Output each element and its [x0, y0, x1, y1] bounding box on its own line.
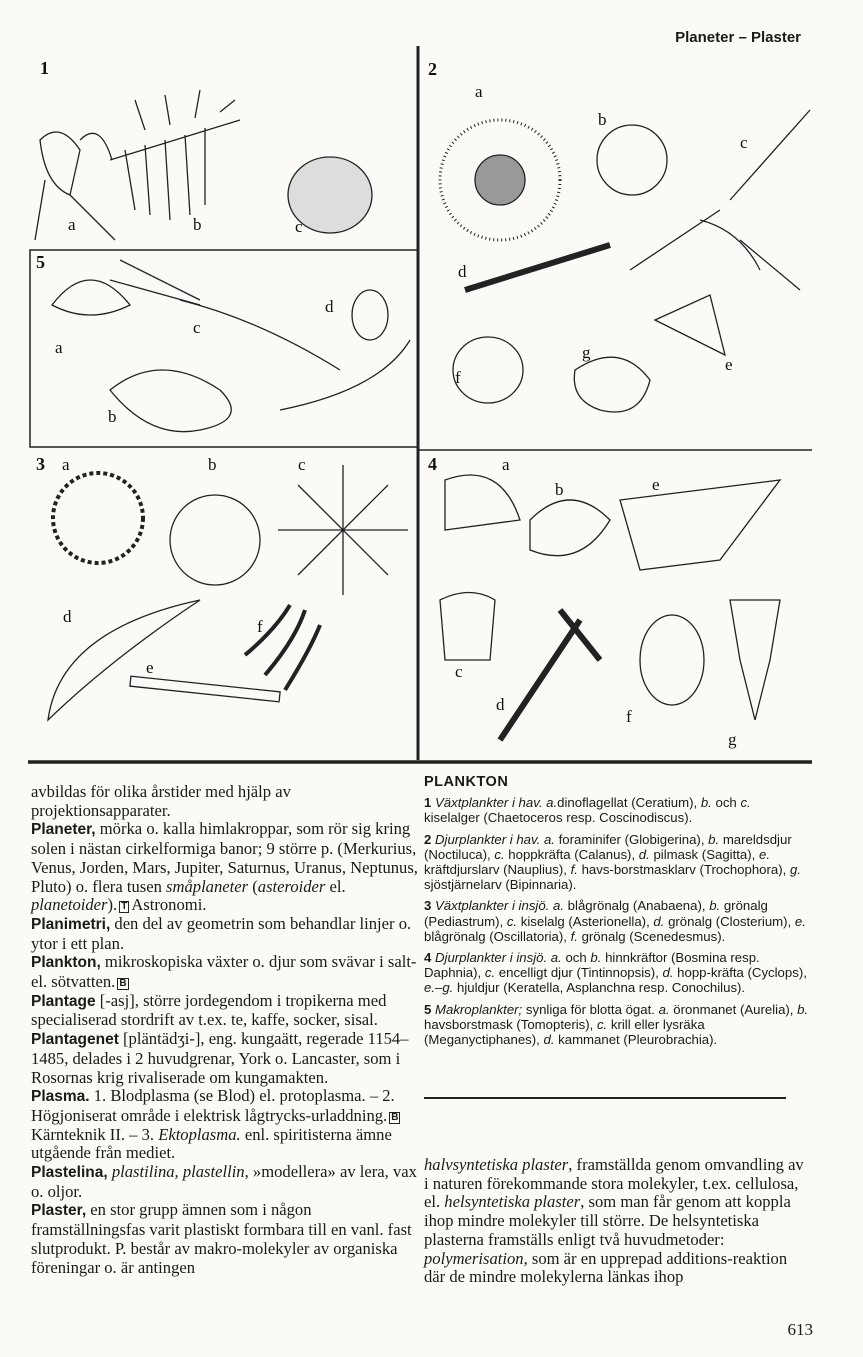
italic-text: Makroplankter; [435, 1001, 523, 1017]
dictionary-entry [31, 915, 419, 953]
body-text: havsborstmask (Tomopteris), [424, 1016, 597, 1032]
dictionary-entry [31, 953, 419, 991]
italic-text: f. [570, 862, 578, 878]
svg-text:c: c [193, 318, 201, 337]
italic-text: c. [494, 846, 505, 862]
pediastrum-drawing [170, 495, 260, 585]
italic-text: g. [789, 862, 801, 878]
body-text: havs-borstmasklarv (Trochophora), [577, 862, 790, 878]
italic-text: polymerisation [424, 1248, 524, 1268]
dictionary-entry [31, 1087, 419, 1163]
italic-text: helsyntetiska plaster [444, 1192, 581, 1212]
caption-title: PLANKTON [424, 774, 509, 790]
body-text: och [711, 795, 741, 811]
svg-text:g: g [728, 730, 737, 749]
italic-text: plastilina, plastellin [111, 1162, 245, 1182]
conochilus-drawing [730, 600, 780, 720]
panel-4 [428, 454, 780, 749]
svg-text:c: c [455, 662, 463, 681]
calanus-drawing [630, 110, 810, 290]
svg-text:d: d [325, 297, 334, 316]
body-text: den del av geometrin som behandlar linjer o. ytor i ett plan. [31, 913, 412, 953]
body-text: foraminifer (Globigerina), [554, 831, 709, 847]
tintinnopsis-drawing [440, 593, 495, 661]
nauplius-drawing [655, 295, 725, 355]
italic-text: Växtplankter i hav. a. [435, 795, 558, 811]
body-text: encelligt djur (Tintinnopsis), [495, 965, 663, 981]
caption-entry [424, 1002, 809, 1048]
body-text: , som är en upprepad additions-reaktion där de mindre molekylerna länkas ihop [424, 1248, 788, 1287]
svg-text:d: d [496, 695, 505, 714]
body-text: och [561, 950, 591, 966]
body-text: mikroskopiska växter o. djur som svävar i salt- el. sötvatten. [31, 952, 417, 992]
panel-3 [36, 454, 408, 720]
svg-text:d: d [63, 607, 72, 626]
italic-text: c. [484, 965, 496, 981]
italic-text: Djurplankter i insjö. a. [435, 950, 562, 966]
caption-entry [424, 898, 809, 944]
italic-text: a. [658, 1001, 670, 1017]
oscillatoria-drawing [130, 676, 280, 702]
svg-text:b: b [208, 455, 217, 474]
dictionary-entry [31, 783, 419, 820]
trochophora-drawing [453, 337, 523, 403]
body-text: kräftdjurslarv (Nauplius), [424, 862, 571, 878]
keratella-drawing [620, 480, 780, 570]
svg-text:g: g [582, 343, 591, 362]
body-text: grönalg (Scenedesmus). [577, 928, 726, 944]
italic-text: c. [506, 913, 518, 929]
tentacle-line [280, 340, 410, 410]
asterionella-drawing [278, 465, 408, 595]
headword: Plasma. [31, 1088, 90, 1106]
italic-text: asteroider [257, 876, 326, 896]
body-text: hoppkräfta (Calanus), [504, 846, 639, 862]
headword: 4 [424, 950, 435, 966]
body-text: 1. Blodplasma (se Blod) el. protoplasma. – 2. Högjoniserat område i elektrisk lågtrycks-urladdning. [31, 1086, 395, 1125]
figure-caption [424, 775, 809, 1053]
caption-entry [424, 950, 809, 996]
page-number: 613 [787, 1320, 813, 1339]
italic-text: b. [590, 950, 602, 966]
italic-text: b. [797, 1001, 809, 1017]
italic-text: småplaneter [166, 876, 249, 896]
body-text: synliga för blotta ögat. [522, 1001, 659, 1017]
panel-number: 1 [40, 58, 49, 78]
panel-5 [36, 252, 410, 432]
italic-text: planetoider [31, 895, 108, 915]
body-text: öronmanet (Aurelia), [669, 1001, 798, 1017]
italic-text: e.–g. [424, 980, 454, 996]
cyclops-drawing [500, 610, 600, 740]
body-text: el. [325, 876, 346, 896]
body-text: pilmask (Sagitta), [649, 846, 759, 862]
italic-text: d. [653, 913, 665, 929]
svg-text:c: c [295, 217, 303, 236]
left-text-column [31, 783, 419, 1277]
krill-drawing [110, 260, 340, 370]
asplanchna-drawing [640, 615, 704, 705]
svg-text:e: e [652, 475, 660, 494]
body-text: hjuldjur (Keratella, Asplanchna resp. Conochilus). [453, 980, 746, 996]
body-text: ( [248, 876, 258, 896]
svg-text:a: a [475, 82, 483, 101]
italic-text: d. [543, 1032, 555, 1048]
daphnia-drawing [530, 500, 610, 556]
cross-reference-symbol: B [391, 1111, 399, 1123]
body-text: grönalg (Closterium), [664, 913, 795, 929]
body-text: kiselalger (Chaetoceros resp. Coscinodiscus). [424, 810, 693, 826]
chaetoceros-drawing [110, 90, 240, 220]
svg-text:a: a [55, 338, 63, 357]
right-text-column [424, 1156, 809, 1287]
panel-number: 2 [428, 59, 437, 79]
svg-text:d: d [458, 262, 467, 281]
headword: Plantagenet [31, 1031, 119, 1049]
pleurobrachia-drawing [352, 290, 388, 340]
body-text: , »modellera» av lera, vax o. oljor. [31, 1162, 417, 1201]
headword: Plastelina, [31, 1164, 108, 1182]
body-text: blågrönalg (Oscillatoria), [424, 928, 571, 944]
dictionary-entry [31, 1030, 419, 1087]
cross-reference-symbol: B [119, 978, 127, 990]
italic-text: e. [758, 846, 770, 862]
body-text: grönalg (Pediastrum), [424, 898, 768, 929]
svg-text:a: a [62, 455, 70, 474]
dictionary-entry [31, 1201, 419, 1277]
svg-text:c: c [298, 455, 306, 474]
body-text: enl. spiritisterna ämne utgående från mediet. [31, 1124, 392, 1163]
body-text: mareldsdjur (Noctiluca), [424, 831, 792, 862]
body-text: en stor grupp ämnen som i någon framställningsfas varit plastiskt formbara till en vanl. fast slutprodukt. P. består av makro-molekyler av organiska föreningar o. är antingen [31, 1200, 412, 1277]
body-text: kiselalg (Asterionella), [517, 913, 654, 929]
italic-text: Ektoplasma. [158, 1124, 241, 1144]
headword: Plantage [31, 992, 96, 1010]
anabaena-drawing [53, 473, 143, 563]
svg-text:b: b [598, 110, 607, 129]
body-text: Astronomi. [131, 895, 207, 915]
body-text: sjöstjärnelarv (Bipinnaria). [424, 877, 577, 893]
headword: Plankton, [31, 954, 101, 972]
svg-text:b: b [193, 215, 202, 234]
dictionary-entry [424, 1156, 809, 1287]
bosmina-drawing [445, 475, 520, 530]
tomopteris-drawing [110, 370, 231, 432]
dictionary-entry [31, 992, 419, 1030]
body-text: , framställda genom omvandling av i naturen förekommande stora molekyler, t.ex. cellulosa, el. [424, 1155, 804, 1212]
svg-text:f: f [257, 617, 263, 636]
body-text: ). [107, 895, 118, 915]
body-text: Kärnteknik II. – 3. [31, 1124, 159, 1144]
panel-number: 5 [36, 252, 45, 272]
italic-text: halvsyntetiska plaster [424, 1155, 569, 1174]
headword: Planeter, [31, 821, 96, 839]
svg-text:a: a [502, 455, 510, 474]
svg-text:e: e [146, 658, 154, 677]
svg-text:e: e [725, 355, 733, 374]
caption-rule [424, 1097, 786, 1099]
italic-text: b. [709, 898, 721, 914]
svg-text:c: c [740, 133, 748, 152]
panel-1 [35, 58, 372, 240]
body-text: blågrönalg (Anabaena), [564, 898, 710, 914]
italic-text: e. [794, 913, 806, 929]
body-text: mörka o. kalla himlakroppar, som rör sig kring solen i nästan cirkelformiga banor; 9 större p. (Merkurius, Venus, Jorden, Mars, Jupiter, Saturnus, Uranus, Neptunus, Pluto) o. flera tusen [31, 819, 418, 896]
body-text: hopp-kräfta (Cyclops), [673, 965, 807, 981]
body-text: kammanet (Pleurobrachia). [554, 1032, 718, 1048]
headword: Plaster, [31, 1202, 87, 1220]
body-text: [pläntädʒi-], eng. kungaätt, regerade 1154–1485, delades i 2 huvudgrenar, York o. Lancaster, som i Rosornas krig rivaliserade om kungamakten. [31, 1029, 409, 1087]
italic-text: f. [570, 928, 578, 944]
panel-2 [428, 59, 810, 412]
headword: 3 [424, 898, 435, 914]
body-text: , som man får genom att koppla ihop mindre molekyler till större. De helsyntetiska plasterna framställs enligt två huvudmetoder: [424, 1192, 791, 1249]
panel-number: 3 [36, 454, 45, 474]
bipinnaria-drawing [574, 357, 650, 412]
italic-text: Djurplankter i hav. a. [435, 831, 555, 847]
svg-text:b: b [108, 407, 117, 426]
headword: 5 [424, 1001, 435, 1017]
sagitta-drawing [465, 245, 610, 290]
svg-text:f: f [455, 368, 461, 387]
aurelia-drawing [52, 280, 130, 315]
body-text: dinoflagellat (Ceratium), [557, 795, 701, 811]
italic-text: b. [700, 795, 712, 811]
running-title: Planeter – Plaster [675, 29, 801, 46]
italic-text: b. [708, 831, 720, 847]
noctiluca-drawing [597, 125, 667, 195]
italic-text: d. [662, 965, 674, 981]
body-text: hinnkräftor (Bosmina resp. Daphnia), [424, 950, 760, 981]
caption-entry [424, 795, 809, 825]
svg-text:f: f [626, 707, 632, 726]
svg-text:b: b [555, 480, 564, 499]
italic-text: Växtplankter i insjö. a. [435, 898, 565, 914]
italic-text: c. [740, 795, 751, 811]
italic-text: d. [638, 846, 650, 862]
headword: 2 [424, 831, 435, 847]
caption-entry [424, 832, 809, 893]
body-text: [-asj], större jordegendom i tropikerna med specialiserad stordrift av t.ex. te, kaffe, socker, sisal. [31, 990, 387, 1030]
body-text: avbildas för olika årstider med hjälp av projektionsapparater. [31, 782, 291, 820]
italic-text: c. [596, 1016, 608, 1032]
panel-number: 4 [428, 454, 437, 474]
body-text: krill eller lysräka (Meganyctiphanes), [424, 1016, 705, 1048]
svg-text:a: a [68, 215, 76, 234]
headword: 1 [424, 795, 435, 811]
headword: Planimetri, [31, 915, 111, 933]
cross-reference-symbol: T [121, 901, 128, 913]
dictionary-entry [31, 1163, 419, 1201]
dictionary-entry [31, 820, 419, 915]
